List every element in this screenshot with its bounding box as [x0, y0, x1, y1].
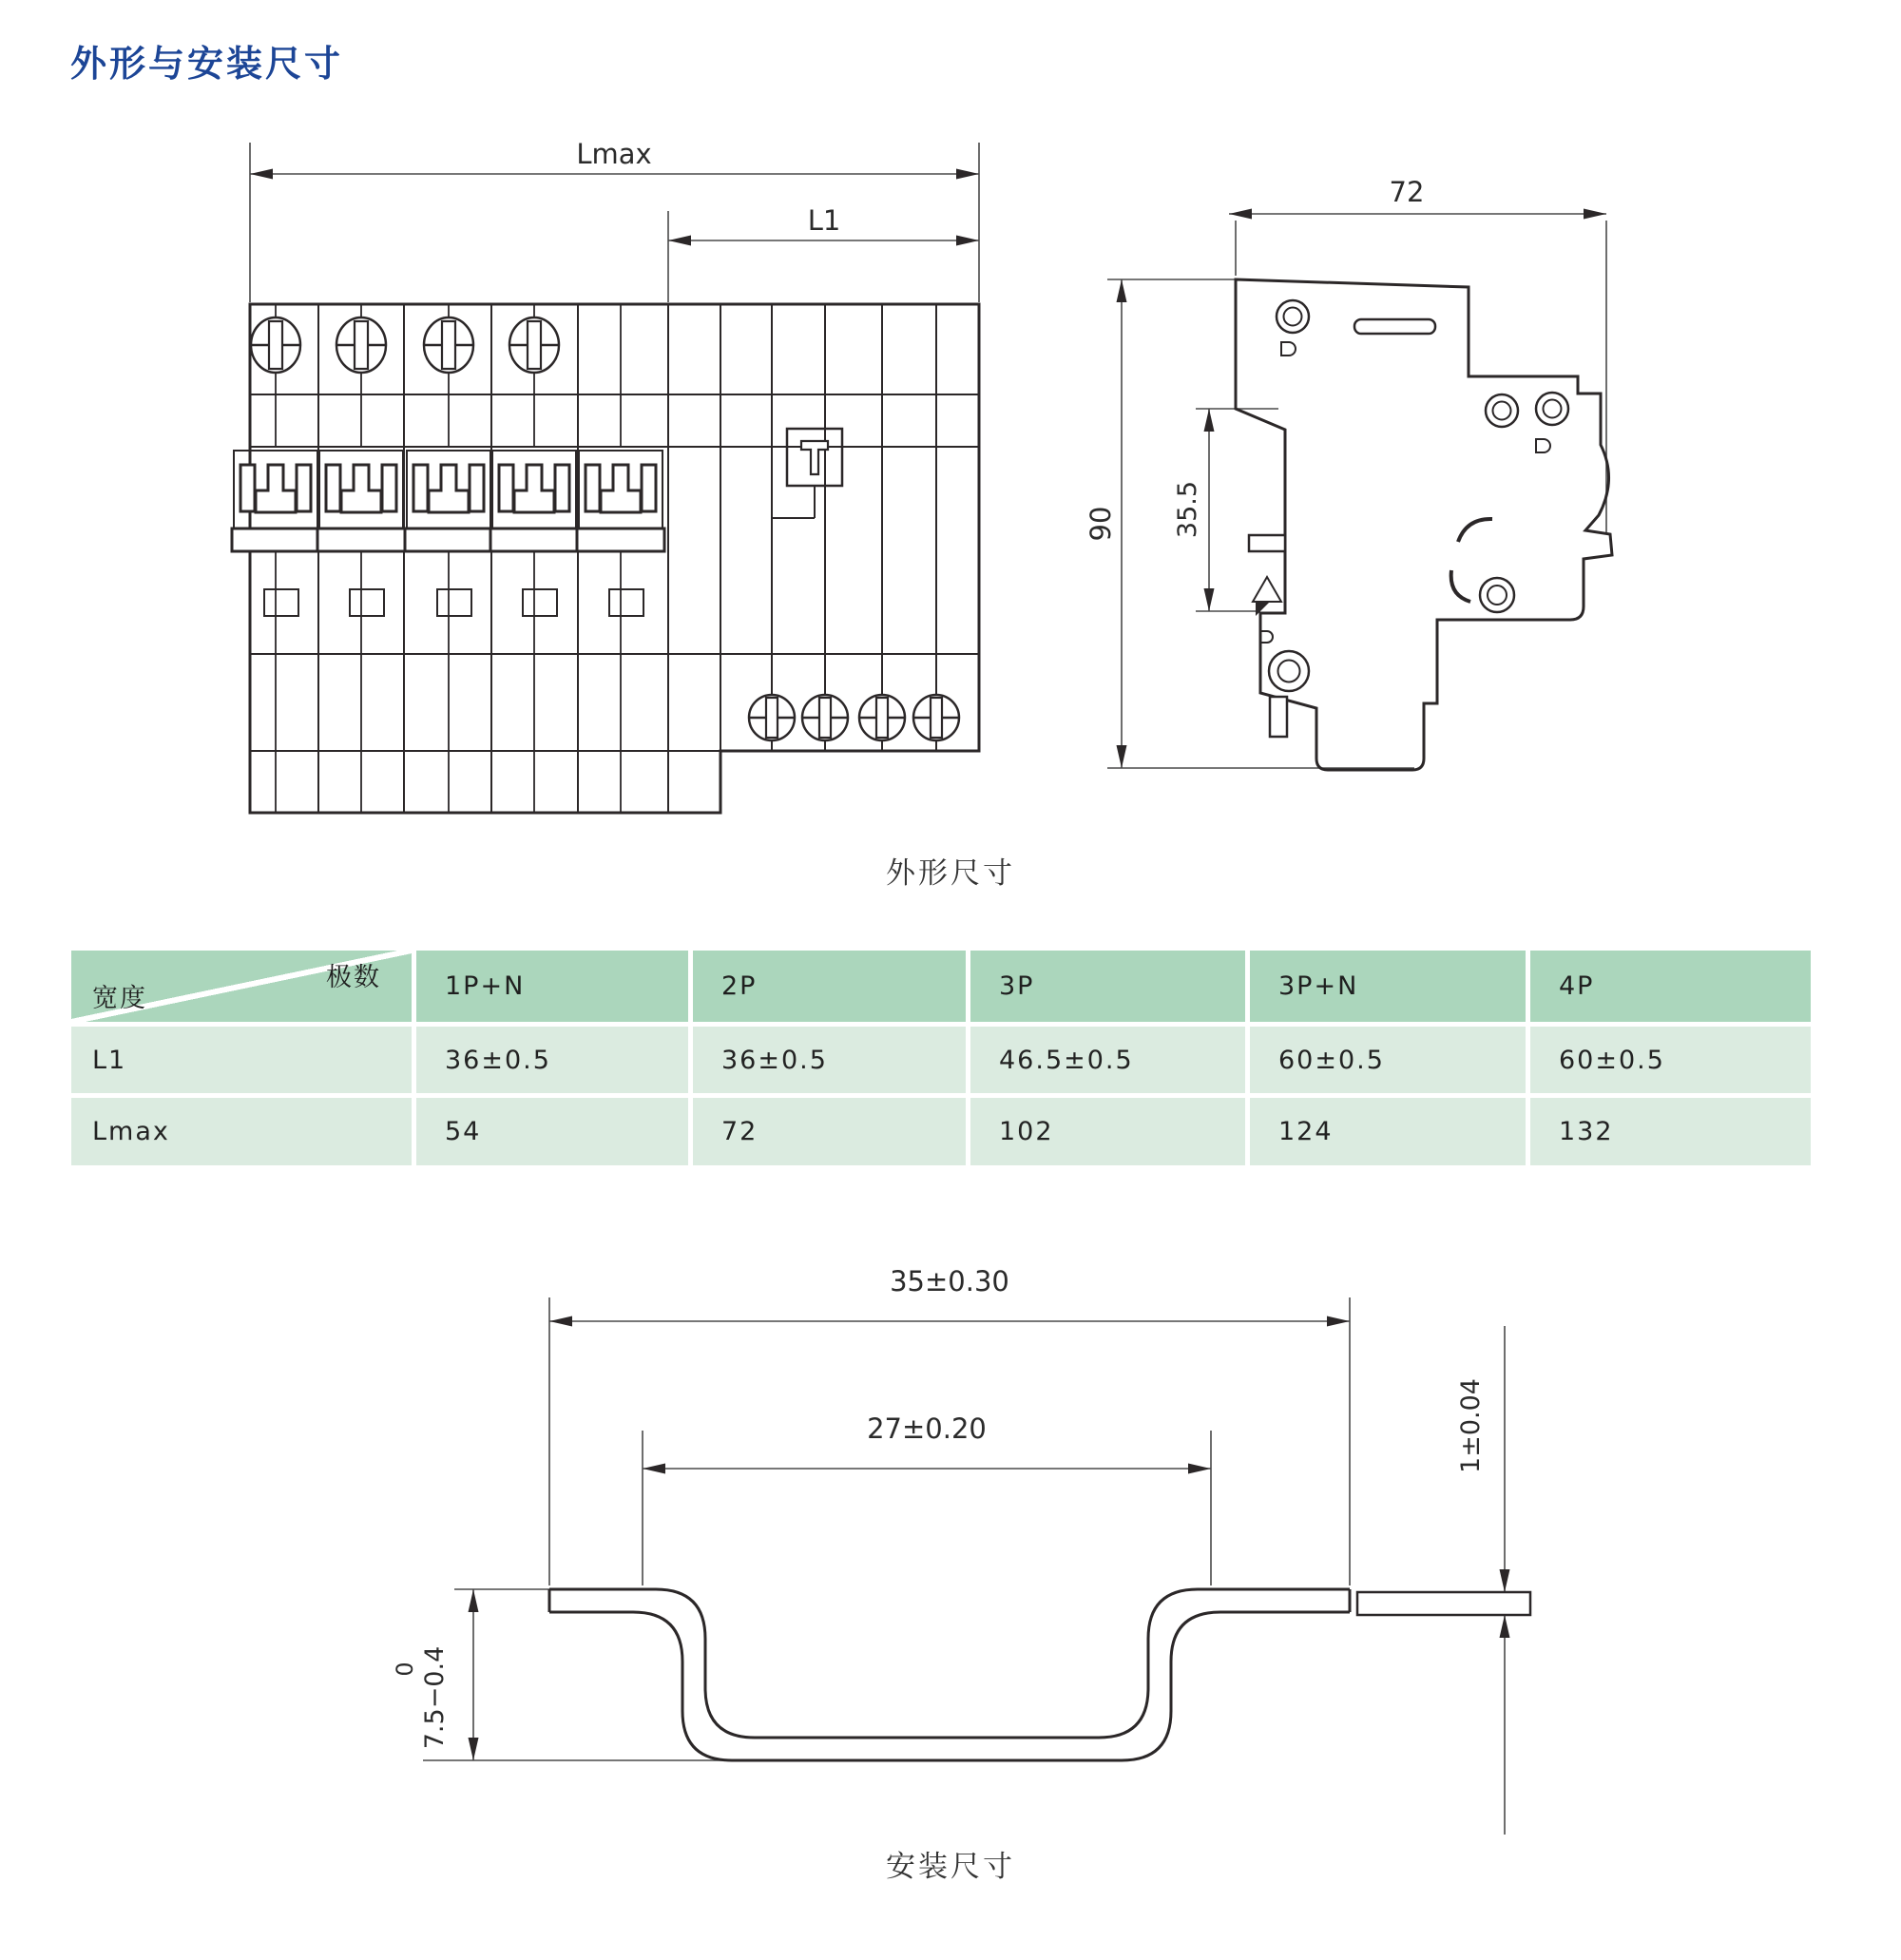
table-corner-cell: [71, 951, 412, 1022]
table-cell: 124: [1250, 1098, 1526, 1165]
screw-hole-icons: [1269, 300, 1568, 691]
side-view-drawing: [1085, 176, 1612, 770]
table-cell: 60±0.5: [1530, 1027, 1811, 1093]
rail-dimension-arrows: [469, 1316, 1510, 1761]
rail-dimension-lines: [423, 1297, 1505, 1835]
side-tab: [1249, 535, 1285, 551]
outline-drawing-caption: 外形尺寸: [886, 856, 1015, 891]
front-view-drawing: [232, 138, 979, 813]
terminal-stem-lines: [276, 304, 621, 813]
table-cell: 54: [416, 1098, 688, 1165]
alignment-triangle-icon: [1253, 577, 1281, 602]
table-cell: 36±0.5: [416, 1027, 688, 1093]
mounting-drawing-caption: 安装尺寸: [886, 1850, 1015, 1884]
table-cell: 102: [970, 1098, 1245, 1165]
dim-label-rail-thickness: 1±0.04: [1456, 1378, 1486, 1473]
dim-label-35-5: 35.5: [1173, 480, 1202, 539]
table-cell: 132: [1530, 1098, 1811, 1165]
rail-drawing: [392, 1265, 1530, 1835]
column-header-4p: 4P: [1530, 951, 1811, 1022]
dim-label-l1: L1: [807, 204, 841, 237]
column-header-3pn: 3P+N: [1250, 951, 1526, 1022]
rotary-arcs: [1451, 519, 1492, 602]
page-title: 外形与安装尺寸: [70, 43, 344, 85]
rail-continuation: [1357, 1592, 1530, 1615]
bottom-terminal-screw-icons: [749, 695, 959, 740]
row-label-lmax: Lmax: [71, 1098, 412, 1165]
dim-label-90: 90: [1085, 506, 1117, 542]
label-slot: [1354, 319, 1435, 334]
front-dimension-arrows: [250, 169, 979, 246]
dim-label-rail-outer: 35±0.30: [890, 1265, 1009, 1297]
din-pin: [1270, 697, 1287, 737]
dim-label-rail-depth: 7.5−0.4: [420, 1645, 450, 1750]
table-cell: 72: [693, 1098, 966, 1165]
dim-label-lmax: Lmax: [576, 138, 652, 170]
row-label-l1: L1: [71, 1027, 412, 1093]
dim-label-rail-inner: 27±0.20: [867, 1412, 987, 1445]
dim-label-rail-depth-upper-tol: 0: [392, 1662, 418, 1677]
dimensions-table: [71, 951, 1811, 1165]
clip-windows: [264, 589, 643, 616]
test-button-icon: [772, 429, 842, 518]
column-header-2p: 2P: [693, 951, 966, 1022]
dim-label-72: 72: [1389, 176, 1425, 208]
column-header-3p: 3P: [970, 951, 1245, 1022]
table-cell: 36±0.5: [693, 1027, 966, 1093]
corner-label-width: 宽度: [92, 984, 147, 1013]
corner-label-poles: 极数: [326, 963, 381, 992]
table-cell: 46.5±0.5: [970, 1027, 1245, 1093]
column-header-1pn: 1P+N: [416, 951, 688, 1022]
side-body-outline: [1236, 279, 1612, 770]
table-cell: 60±0.5: [1250, 1027, 1526, 1093]
toggle-switches: [232, 451, 664, 551]
